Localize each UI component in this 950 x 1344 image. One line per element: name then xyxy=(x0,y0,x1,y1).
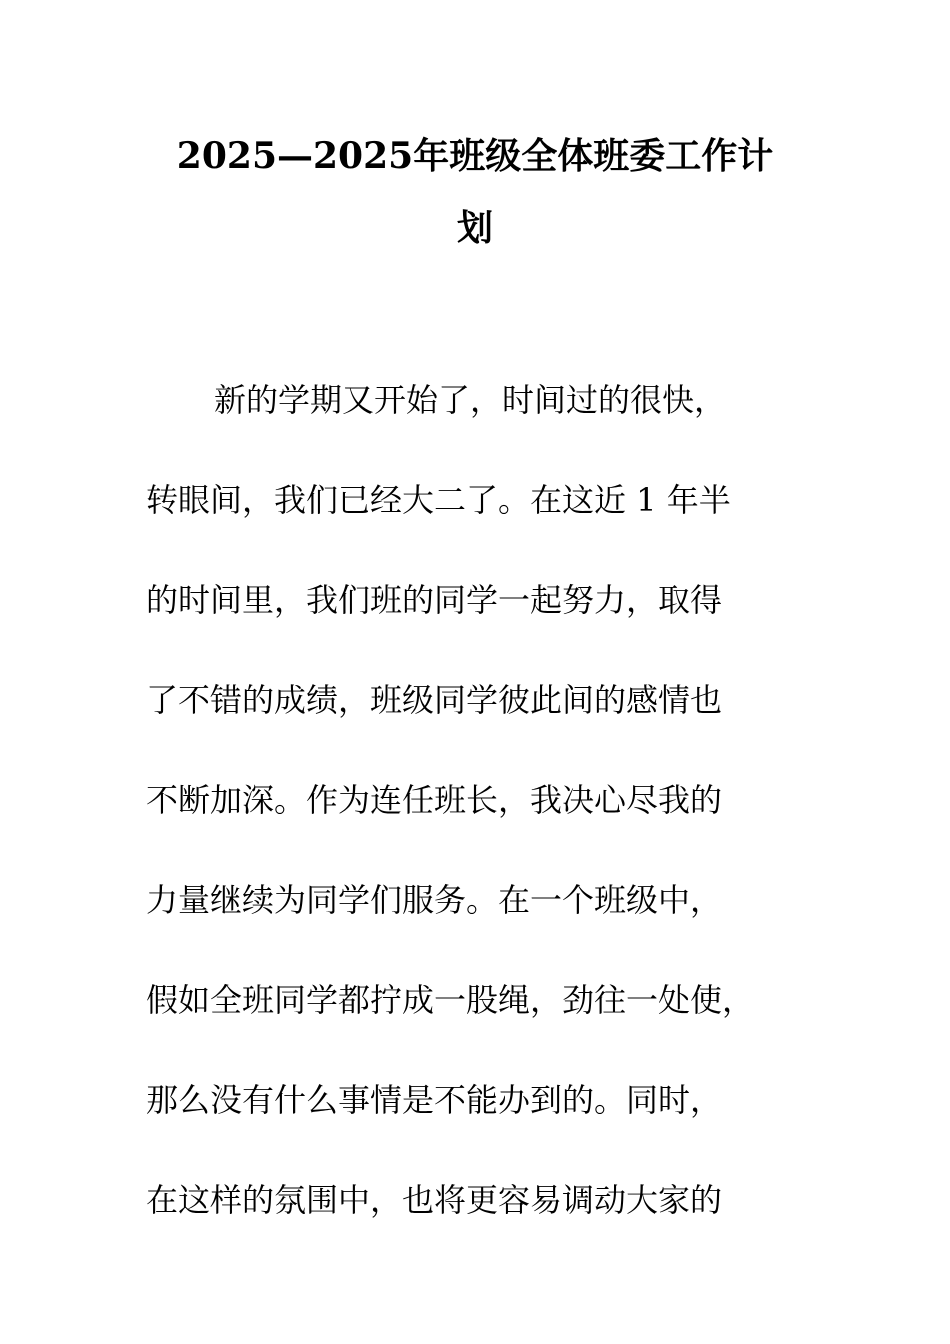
paragraph-line-8: 那么没有什么事情是不能办到的。同时， xyxy=(146,1081,723,1119)
document-title-line-1: 2025—2025年班级全体班委工作计 xyxy=(176,135,774,177)
paragraph-line-3: 的时间里，我们班的同学一起努力，取得 xyxy=(146,581,723,619)
paragraph-line-2: 转眼间，我们已经大二了。在这近 1 年半 xyxy=(146,481,731,519)
paragraph-line-9: 在这样的氛围中，也将更容易调动大家的 xyxy=(146,1181,723,1219)
paragraph-line-4: 了不错的成绩，班级同学彼此间的感情也 xyxy=(146,681,723,719)
paragraph-line-6: 力量继续为同学们服务。在一个班级中， xyxy=(146,881,723,919)
paragraph-line-5: 不断加深。作为连任班长，我决心尽我的 xyxy=(146,781,723,819)
paragraph-line-7: 假如全班同学都拧成一股绳，劲往一处使， xyxy=(146,981,755,1019)
document-title-line-2: 划 xyxy=(456,207,493,249)
paragraph-line-1: 新的学期又开始了，时间过的很快， xyxy=(214,381,727,419)
